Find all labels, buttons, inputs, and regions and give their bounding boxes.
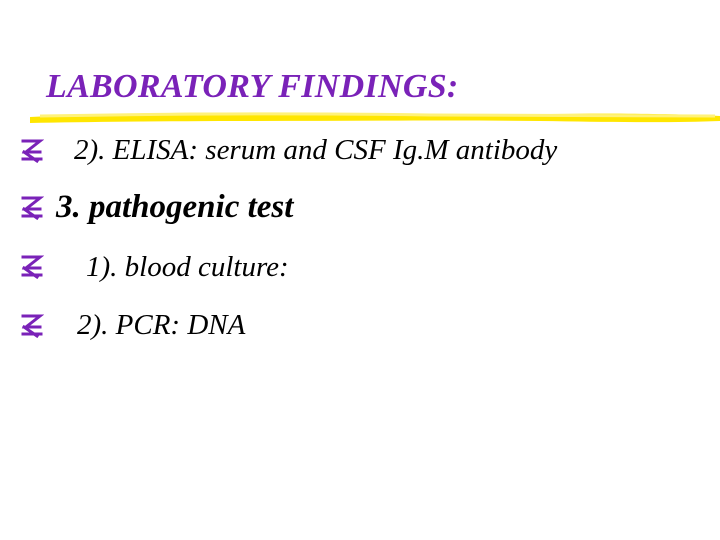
z-bullet-icon (18, 253, 44, 279)
bullet-text: 2). PCR: DNA (77, 309, 246, 341)
bullet-text: 3. pathogenic test (56, 189, 294, 225)
slide-title: LABORATORY FINDINGS: (46, 68, 459, 105)
bullet-text: 2). ELISA: serum and CSF Ig.M antibody (74, 134, 558, 166)
title-underline (30, 104, 720, 130)
z-bullet-icon (18, 312, 44, 338)
bullet-text: 1). blood culture: (86, 251, 289, 283)
z-bullet-icon (18, 194, 44, 220)
z-bullet-icon (18, 137, 44, 163)
